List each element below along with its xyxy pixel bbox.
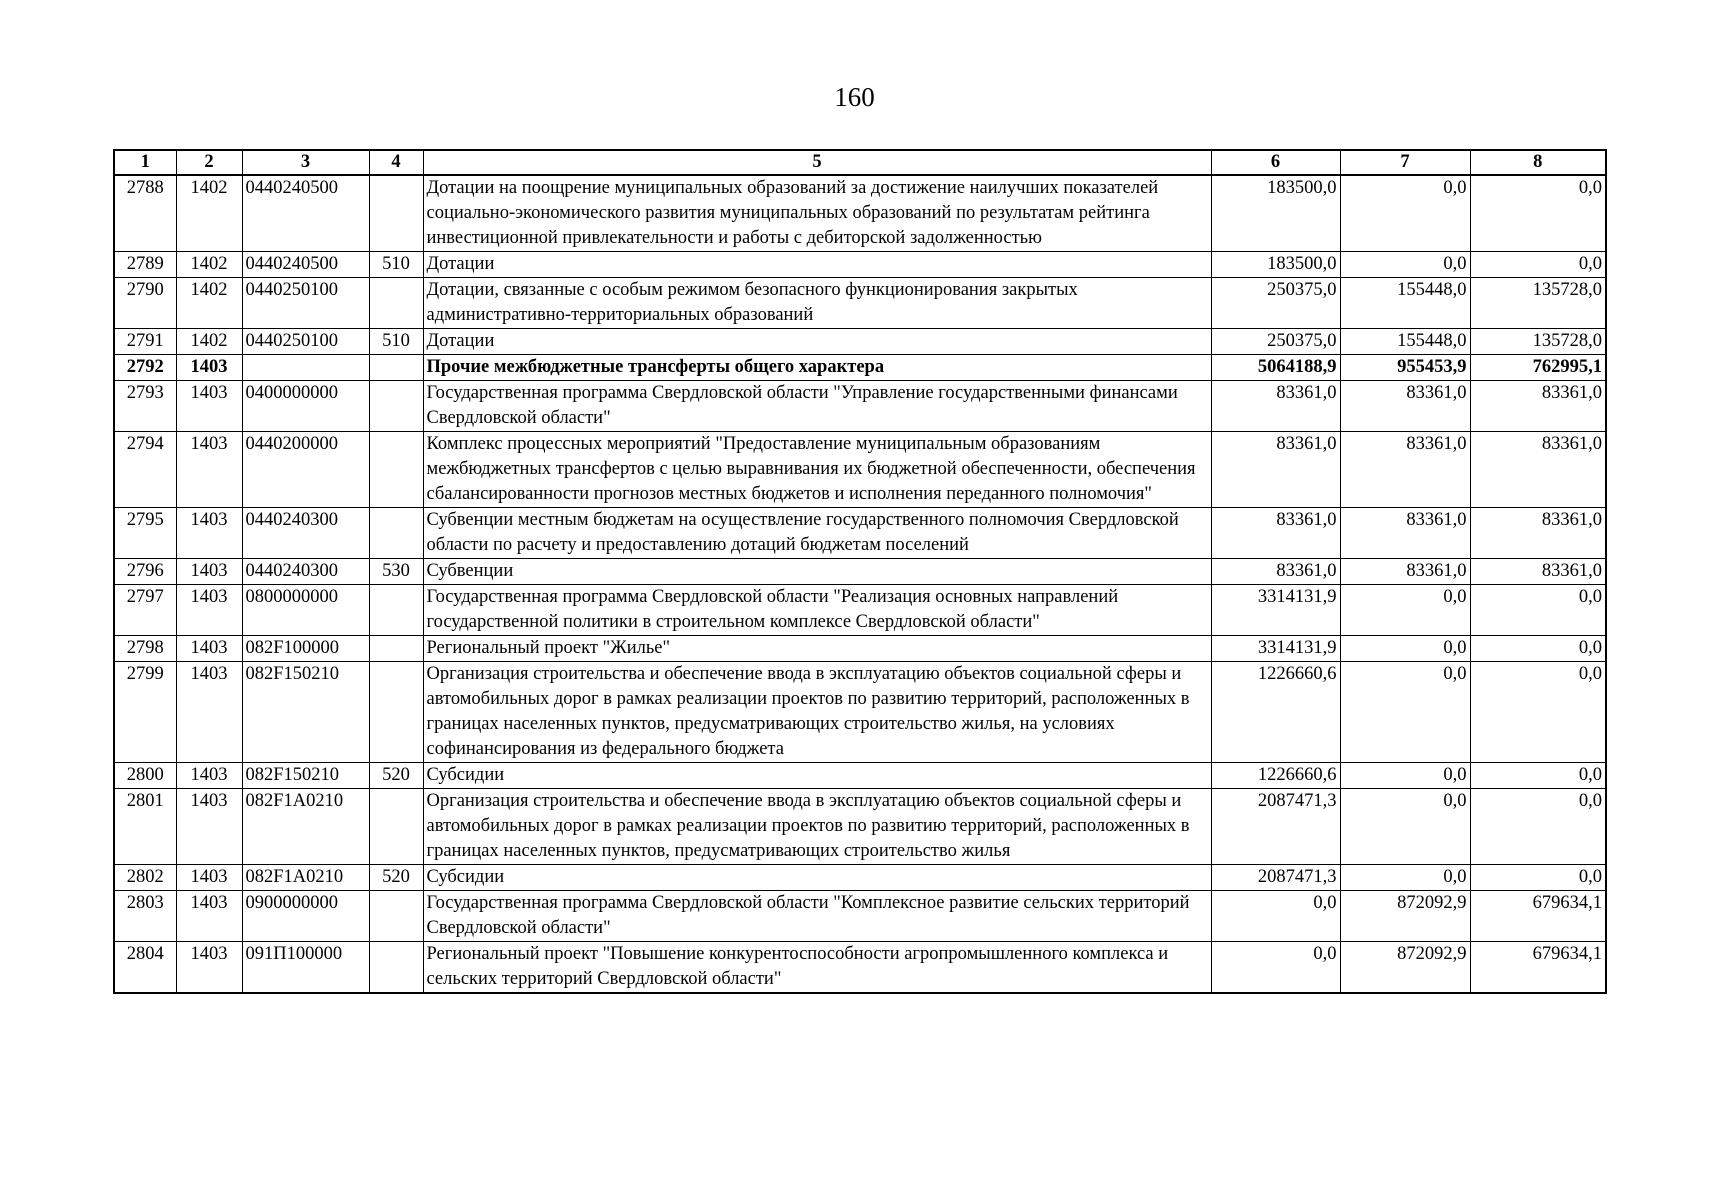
expense-type	[369, 432, 423, 508]
section-code: 1402	[176, 252, 242, 278]
section-code: 1403	[176, 355, 242, 381]
amount-col-7: 955453,9	[1340, 355, 1470, 381]
target-code: 0400000000	[242, 381, 369, 432]
amount-col-6: 83361,0	[1211, 508, 1340, 559]
section-code: 1403	[176, 865, 242, 891]
amount-col-7: 0,0	[1340, 636, 1470, 662]
amount-col-8: 679634,1	[1470, 942, 1606, 994]
expense-type	[369, 278, 423, 329]
amount-col-6: 1226660,6	[1211, 662, 1340, 763]
header-col-6: 6	[1211, 150, 1340, 175]
expense-type	[369, 891, 423, 942]
row-number: 2790	[114, 278, 176, 329]
amount-col-8: 135728,0	[1470, 329, 1606, 355]
table-row	[114, 763, 1606, 789]
expense-type: 510	[369, 329, 423, 355]
table-row	[114, 585, 1606, 636]
amount-col-7: 0,0	[1340, 789, 1470, 865]
expense-type	[369, 175, 423, 252]
target-code: 082F150210	[242, 662, 369, 763]
row-name: Дотации	[423, 252, 1211, 278]
row-name: Субвенции местным бюджетам на осуществление государственного полномочия Свердловской области по расчету и предоставлению дотаций бюджетам поселений	[423, 508, 1211, 559]
amount-col-8: 762995,1	[1470, 355, 1606, 381]
expense-type: 510	[369, 252, 423, 278]
expense-type	[369, 585, 423, 636]
table-row	[114, 329, 1606, 355]
row-name: Государственная программа Свердловской области "Комплексное развитие сельских территорий Свердловской области"	[423, 891, 1211, 942]
table-row	[114, 381, 1606, 432]
row-name: Государственная программа Свердловской области "Реализация основных направлений государственной политики в строительном комплексе Свердловской области"	[423, 585, 1211, 636]
target-code: 082F150210	[242, 763, 369, 789]
expense-type	[369, 381, 423, 432]
section-code: 1402	[176, 278, 242, 329]
amount-col-8: 83361,0	[1470, 559, 1606, 585]
amount-col-6: 0,0	[1211, 942, 1340, 994]
section-code: 1403	[176, 381, 242, 432]
amount-col-7: 872092,9	[1340, 891, 1470, 942]
section-code: 1403	[176, 891, 242, 942]
table-row	[114, 865, 1606, 891]
row-name: Прочие межбюджетные трансферты общего характера	[423, 355, 1211, 381]
target-code: 091П100000	[242, 942, 369, 994]
table-row	[114, 636, 1606, 662]
target-code: 0440240500	[242, 175, 369, 252]
expense-type	[369, 789, 423, 865]
table-row	[114, 252, 1606, 278]
row-number: 2794	[114, 432, 176, 508]
row-name: Дотации, связанные с особым режимом безопасного функционирования закрытых административно-территориальных образований	[423, 278, 1211, 329]
row-name: Субсидии	[423, 865, 1211, 891]
amount-col-7: 83361,0	[1340, 559, 1470, 585]
table-row	[114, 559, 1606, 585]
target-code: 082F1A0210	[242, 865, 369, 891]
expense-type	[369, 508, 423, 559]
section-code: 1403	[176, 942, 242, 994]
expense-type	[369, 942, 423, 994]
amount-col-6: 83361,0	[1211, 432, 1340, 508]
row-name: Государственная программа Свердловской области "Управление государственными финансами Свердловской области"	[423, 381, 1211, 432]
row-number: 2797	[114, 585, 176, 636]
section-code: 1403	[176, 789, 242, 865]
row-name: Организация строительства и обеспечение ввода в эксплуатацию объектов социальной сферы и автомобильных дорог в рамках реализации проектов по развитию территорий, расположенных в границах населенных пунктов, предусматривающих строительство жилья, на условиях софинансирования из федерального бюджета	[423, 662, 1211, 763]
amount-col-7: 155448,0	[1340, 278, 1470, 329]
amount-col-7: 0,0	[1340, 662, 1470, 763]
section-code: 1403	[176, 763, 242, 789]
amount-col-6: 5064188,9	[1211, 355, 1340, 381]
amount-col-6: 250375,0	[1211, 278, 1340, 329]
amount-col-7: 0,0	[1340, 252, 1470, 278]
row-name: Региональный проект "Повышение конкурентоспособности агропромышленного комплекса и сельских территорий Свердловской области"	[423, 942, 1211, 994]
amount-col-7: 872092,9	[1340, 942, 1470, 994]
header-row	[114, 150, 1606, 175]
amount-col-7: 83361,0	[1340, 508, 1470, 559]
row-name: Региональный проект "Жилье"	[423, 636, 1211, 662]
target-code: 0900000000	[242, 891, 369, 942]
amount-col-7: 0,0	[1340, 865, 1470, 891]
table-row	[114, 942, 1606, 994]
header-col-5: 5	[423, 150, 1211, 175]
amount-col-8: 0,0	[1470, 636, 1606, 662]
amount-col-8: 0,0	[1470, 865, 1606, 891]
section-code: 1403	[176, 508, 242, 559]
row-number: 2800	[114, 763, 176, 789]
expense-type: 530	[369, 559, 423, 585]
target-code: 082F100000	[242, 636, 369, 662]
amount-col-8: 83361,0	[1470, 508, 1606, 559]
section-code: 1403	[176, 432, 242, 508]
row-name: Организация строительства и обеспечение ввода в эксплуатацию объектов социальной сферы и автомобильных дорог в рамках реализации проектов по развитию территорий, расположенных в границах населенных пунктов, предусматривающих строительство жилья	[423, 789, 1211, 865]
header-col-7: 7	[1340, 150, 1470, 175]
amount-col-7: 83361,0	[1340, 381, 1470, 432]
amount-col-8: 135728,0	[1470, 278, 1606, 329]
amount-col-8: 0,0	[1470, 252, 1606, 278]
amount-col-8: 0,0	[1470, 763, 1606, 789]
amount-col-6: 83361,0	[1211, 559, 1340, 585]
row-number: 2793	[114, 381, 176, 432]
amount-col-6: 183500,0	[1211, 175, 1340, 252]
row-number: 2796	[114, 559, 176, 585]
table-row	[114, 789, 1606, 865]
amount-col-8: 83361,0	[1470, 381, 1606, 432]
table-row	[114, 662, 1606, 763]
row-number: 2803	[114, 891, 176, 942]
amount-col-6: 83361,0	[1211, 381, 1340, 432]
target-code: 0440240300	[242, 508, 369, 559]
target-code: 0440250100	[242, 278, 369, 329]
section-code: 1402	[176, 175, 242, 252]
amount-col-8: 83361,0	[1470, 432, 1606, 508]
amount-col-6: 0,0	[1211, 891, 1340, 942]
header-col-3: 3	[242, 150, 369, 175]
header-col-4: 4	[369, 150, 423, 175]
target-code: 0440240300	[242, 559, 369, 585]
amount-col-8: 0,0	[1470, 175, 1606, 252]
row-number: 2792	[114, 355, 176, 381]
budget-table	[113, 149, 1607, 994]
expense-type	[369, 355, 423, 381]
target-code	[242, 355, 369, 381]
expense-type	[369, 636, 423, 662]
section-code: 1403	[176, 585, 242, 636]
amount-col-7: 0,0	[1340, 763, 1470, 789]
row-name: Дотации на поощрение муниципальных образований за достижение наилучших показателей социально-экономического развития муниципальных образований по результатам рейтинга инвестиционной привлекательности и работы с дебиторской задолженностью	[423, 175, 1211, 252]
target-code: 0440200000	[242, 432, 369, 508]
row-number: 2802	[114, 865, 176, 891]
target-code: 0440250100	[242, 329, 369, 355]
amount-col-7: 0,0	[1340, 585, 1470, 636]
row-number: 2788	[114, 175, 176, 252]
row-name: Комплекс процессных мероприятий "Предоставление муниципальным образованиям межбюджетных трансфертов с целью выравнивания их бюджетной обеспеченности, обеспечения сбалансированности прогнозов местных бюджетов и исполнения переданного полномочия"	[423, 432, 1211, 508]
row-number: 2799	[114, 662, 176, 763]
expense-type: 520	[369, 865, 423, 891]
row-number: 2795	[114, 508, 176, 559]
table-row	[114, 432, 1606, 508]
header-col-1: 1	[114, 150, 176, 175]
row-name: Субсидии	[423, 763, 1211, 789]
amount-col-8: 0,0	[1470, 585, 1606, 636]
row-number: 2789	[114, 252, 176, 278]
amount-col-8: 0,0	[1470, 789, 1606, 865]
amount-col-8: 0,0	[1470, 662, 1606, 763]
row-number: 2801	[114, 789, 176, 865]
row-name: Субвенции	[423, 559, 1211, 585]
row-number: 2804	[114, 942, 176, 994]
expense-type: 520	[369, 763, 423, 789]
amount-col-6: 1226660,6	[1211, 763, 1340, 789]
header-col-2: 2	[176, 150, 242, 175]
row-name: Дотации	[423, 329, 1211, 355]
amount-col-6: 250375,0	[1211, 329, 1340, 355]
target-code: 0440240500	[242, 252, 369, 278]
table-row	[114, 508, 1606, 559]
target-code: 0800000000	[242, 585, 369, 636]
amount-col-6: 3314131,9	[1211, 585, 1340, 636]
amount-col-7: 155448,0	[1340, 329, 1470, 355]
amount-col-6: 183500,0	[1211, 252, 1340, 278]
table-row	[114, 278, 1606, 329]
amount-col-6: 2087471,3	[1211, 789, 1340, 865]
header-col-8: 8	[1470, 150, 1606, 175]
section-code: 1403	[176, 559, 242, 585]
amount-col-6: 3314131,9	[1211, 636, 1340, 662]
section-code: 1402	[176, 329, 242, 355]
section-code: 1403	[176, 636, 242, 662]
amount-col-7: 0,0	[1340, 175, 1470, 252]
page-number: 160	[834, 82, 875, 112]
amount-col-7: 83361,0	[1340, 432, 1470, 508]
table-row	[114, 891, 1606, 942]
amount-col-8: 679634,1	[1470, 891, 1606, 942]
section-code: 1403	[176, 662, 242, 763]
row-number: 2798	[114, 636, 176, 662]
table-row	[114, 355, 1606, 381]
row-number: 2791	[114, 329, 176, 355]
amount-col-6: 2087471,3	[1211, 865, 1340, 891]
table-row	[114, 175, 1606, 252]
expense-type	[369, 662, 423, 763]
target-code: 082F1A0210	[242, 789, 369, 865]
